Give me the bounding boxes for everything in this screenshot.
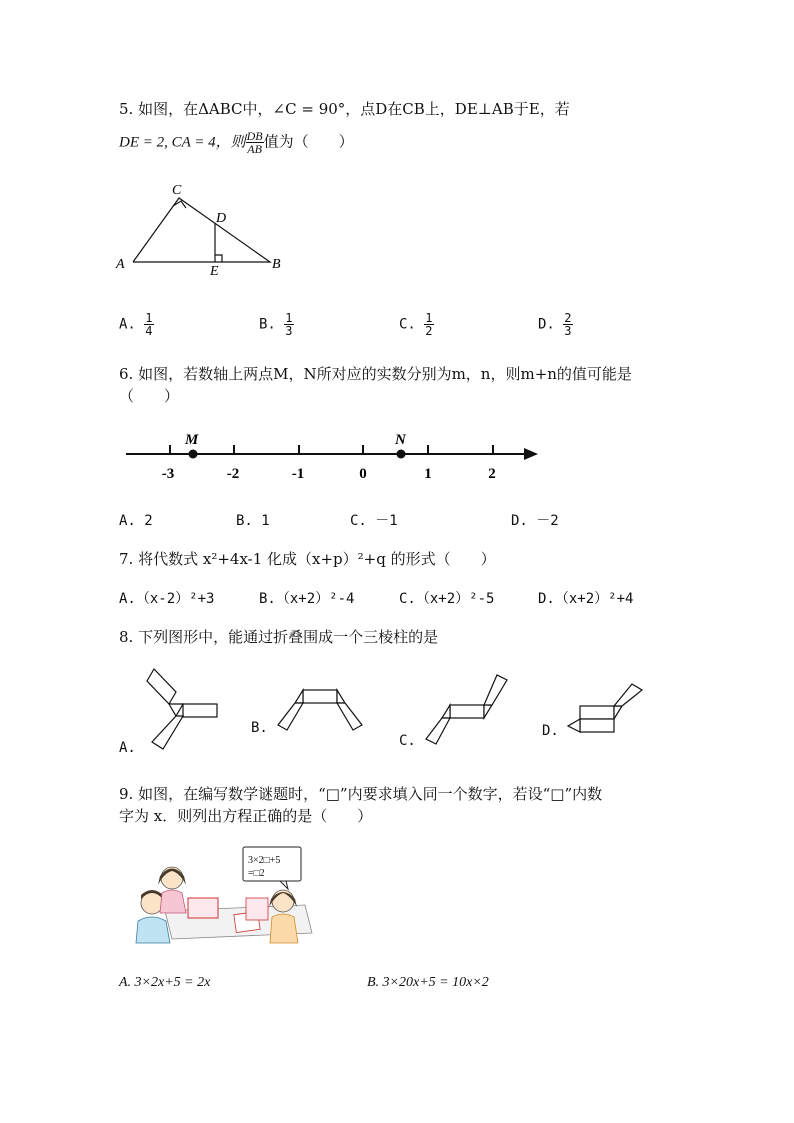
- q6-option-a[interactable]: A. 2: [119, 513, 153, 529]
- q6-option-d[interactable]: D. －2: [511, 513, 559, 529]
- q7-text: 将代数式 x²+4x-1 化成（x+p）²+q 的形式（ ）: [138, 550, 496, 568]
- q6-option-b[interactable]: B. 1: [236, 513, 270, 529]
- q6-stem-line1: [119, 364, 632, 384]
- q9-stem-line1: [119, 784, 602, 804]
- bubble-line1: 3×2□+5: [248, 855, 281, 866]
- bubble-line2: =□2: [248, 868, 265, 879]
- q5-text-line2-pre: DE = 2, CA = 4，则: [119, 134, 246, 151]
- q7-number: 7.: [119, 550, 134, 568]
- point-n: [397, 450, 406, 459]
- q9-stem-line2: 字为 x．则列出方程正确的是（ ）: [119, 807, 373, 825]
- q9-illustration: [130, 843, 320, 948]
- girl-right-body: [270, 914, 298, 943]
- right-angle-mark-e: [215, 255, 222, 262]
- q6-number-line: [120, 428, 545, 488]
- q5-option-b[interactable]: B. $\frac{1}{3}$: [259, 311, 293, 338]
- girl-body: [160, 890, 186, 913]
- q5-text-line2-post: 值为（ ）: [263, 132, 354, 151]
- point-m: [189, 450, 198, 459]
- q9-option-b[interactable]: B. 3×20x+5 = 10x×2: [367, 975, 489, 990]
- q8-option-a-label[interactable]: A.: [119, 740, 136, 756]
- girl-right-head: [272, 890, 294, 912]
- q8-net-b: [270, 680, 370, 740]
- q9-number: 9.: [119, 785, 134, 803]
- q7-stem: [119, 549, 496, 569]
- label-a: A: [116, 257, 125, 272]
- q6-option-c[interactable]: C. －1: [350, 513, 398, 529]
- q5-fraction: [246, 130, 264, 155]
- q5-stem-line1: [119, 99, 570, 119]
- q6-number: 6.: [119, 365, 134, 383]
- q9-option-a[interactable]: A. 3×2x+5 = 2x: [119, 975, 211, 990]
- q5-option-a[interactable]: A. $\frac{1}{4}$: [119, 311, 153, 338]
- tick-label-2: 2: [488, 466, 496, 482]
- q5-text-line1: 如图，在ΔABC中，∠C = 90°，点D在CB上，DE⊥AB于E，若: [138, 100, 570, 118]
- q8-number: 8.: [119, 628, 134, 646]
- q8-net-c: [418, 672, 518, 752]
- label-n: N: [395, 432, 406, 448]
- q8-stem: [119, 627, 438, 647]
- label-m: M: [185, 432, 199, 448]
- label-b: B: [272, 257, 281, 272]
- q5-triangle-figure: [112, 178, 297, 278]
- q8-net-d: [562, 683, 652, 743]
- number-line-arrow: [524, 448, 538, 460]
- tick-label-neg2: -2: [226, 466, 240, 482]
- paper-held: [246, 898, 268, 920]
- q8-text: 下列图形中，能通过折叠围成一个三棱柱的是: [138, 628, 439, 646]
- tick-label-neg1: -1: [291, 466, 305, 482]
- label-e: E: [210, 264, 219, 278]
- q8-option-c-label[interactable]: C.: [399, 733, 416, 749]
- q6-text-line1: 如图，若数轴上两点M，N所对应的实数分别为m，n，则m+n的值可能是: [138, 365, 632, 383]
- q5-fraction-denominator: AB: [247, 142, 262, 156]
- q9-text-line1: 如图，在编写数学谜题时，“□”内要求填入同一个数字，若设“□”内数: [138, 785, 603, 803]
- tick-label-1: 1: [424, 466, 432, 482]
- q8-option-d-label[interactable]: D.: [542, 723, 559, 739]
- monitor: [188, 898, 218, 918]
- q7-option-c[interactable]: C.（x+2）²-5: [399, 591, 495, 607]
- q7-option-b[interactable]: B.（x+2）²-4: [259, 591, 355, 607]
- q5-fraction-numerator: DB: [246, 129, 263, 143]
- triangle-abc: [133, 198, 270, 262]
- q5-option-c[interactable]: C. $\frac{1}{2}$: [399, 311, 433, 338]
- q8-option-b-label[interactable]: B.: [251, 720, 268, 736]
- tick-label-0: 0: [359, 466, 367, 482]
- label-c: C: [172, 183, 182, 198]
- tick-label-neg3: -3: [161, 466, 175, 482]
- boy-body: [136, 917, 170, 943]
- q5-option-d[interactable]: D. $\frac{2}{3}$: [538, 311, 572, 338]
- q5-number: 5.: [119, 100, 134, 118]
- q6-stem-line2: （ ）: [119, 387, 180, 405]
- q5-stem-line2: [119, 130, 354, 155]
- label-d: D: [216, 211, 227, 226]
- q8-net-a: [140, 665, 230, 755]
- q7-option-d[interactable]: D.（x+2）²+4: [538, 591, 634, 607]
- q7-option-a[interactable]: A.（x-2）²+3: [119, 591, 215, 607]
